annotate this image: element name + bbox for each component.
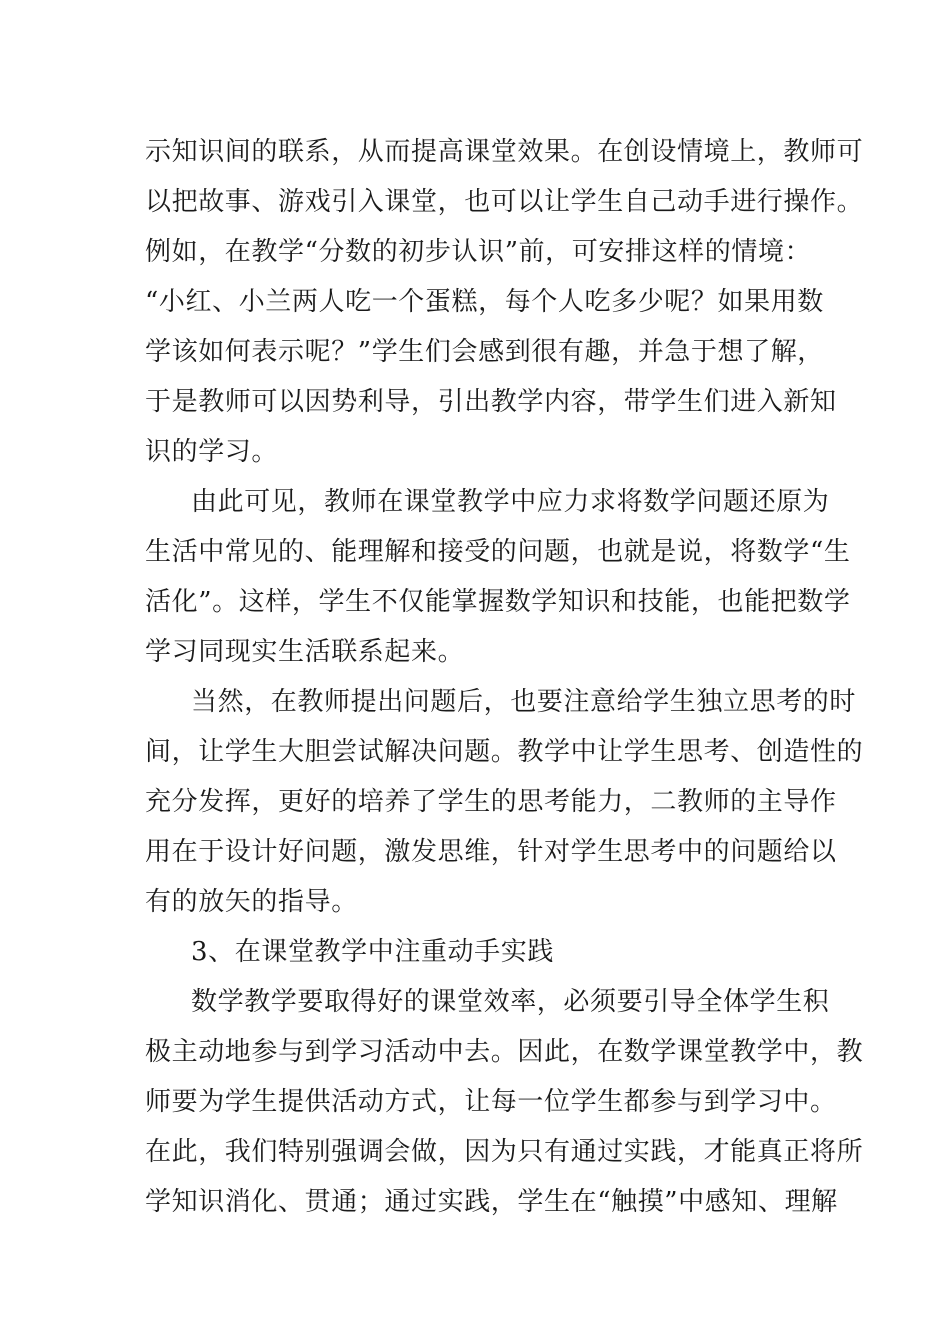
paragraph-line: 示知识间的联系，从而提高课堂效果。在创设情境上，教师可 <box>145 137 864 167</box>
paragraph-line: 于是教师可以因势利导，引出教学内容，带学生们进入新知 <box>145 387 837 417</box>
paragraph-line: 在此，我们特别强调会做，因为只有通过实践，才能真正将所 <box>145 1137 864 1167</box>
paragraph-line: 以把故事、游戏引入课堂，也可以让学生自己动手进行操作。 <box>145 187 864 217</box>
paragraph-line: 生活中常见的、能理解和接受的问题，也就是说，将数学“生 <box>145 537 851 567</box>
paragraph-line: 学该如何表示呢？”学生们会感到很有趣，并急于想了解， <box>145 337 824 367</box>
paragraph-line: 用在于设计好问题，激发思维，针对学生思考中的问题给以 <box>145 837 837 867</box>
paragraph-line: 有的放矢的指导。 <box>145 887 358 917</box>
paragraph-line: 充分发挥，更好的培养了学生的思考能力，二教师的主导作 <box>145 787 837 817</box>
paragraph-line: “小红、小兰两人吃一个蛋糕，每个人吃多少呢？如果用数 <box>145 287 824 317</box>
paragraph-line: 极主动地参与到学习活动中去。因此，在数学课堂教学中，教 <box>145 1037 864 1067</box>
paragraph-line: 间，让学生大胆尝试解决问题。教学中让学生思考、创造性的 <box>145 737 864 767</box>
paragraph-line: 学习同现实生活联系起来。 <box>145 637 465 667</box>
paragraph-line: 例如，在教学“分数的初步认识”前，可安排这样的情境： <box>145 237 812 267</box>
paragraph-line: 识的学习。 <box>145 437 279 467</box>
paragraph-line: 学知识消化、贯通；通过实践，学生在“触摸”中感知、理解 <box>145 1187 838 1217</box>
paragraph-line: 师要为学生提供活动方式，让每一位学生都参与到学习中。 <box>145 1087 837 1117</box>
paragraph-line: 由此可见，教师在课堂教学中应力求将数学问题还原为 <box>191 487 830 517</box>
paragraph-line: 活化”。这样，学生不仅能掌握数学知识和技能，也能把数学 <box>145 587 851 617</box>
section-heading: 3、在课堂教学中注重动手实践 <box>191 937 554 967</box>
paragraph-line: 当然，在教师提出问题后，也要注意给学生独立思考的时 <box>191 687 857 717</box>
paragraph-line: 数学教学要取得好的课堂效率，必须要引导全体学生积 <box>191 987 830 1017</box>
